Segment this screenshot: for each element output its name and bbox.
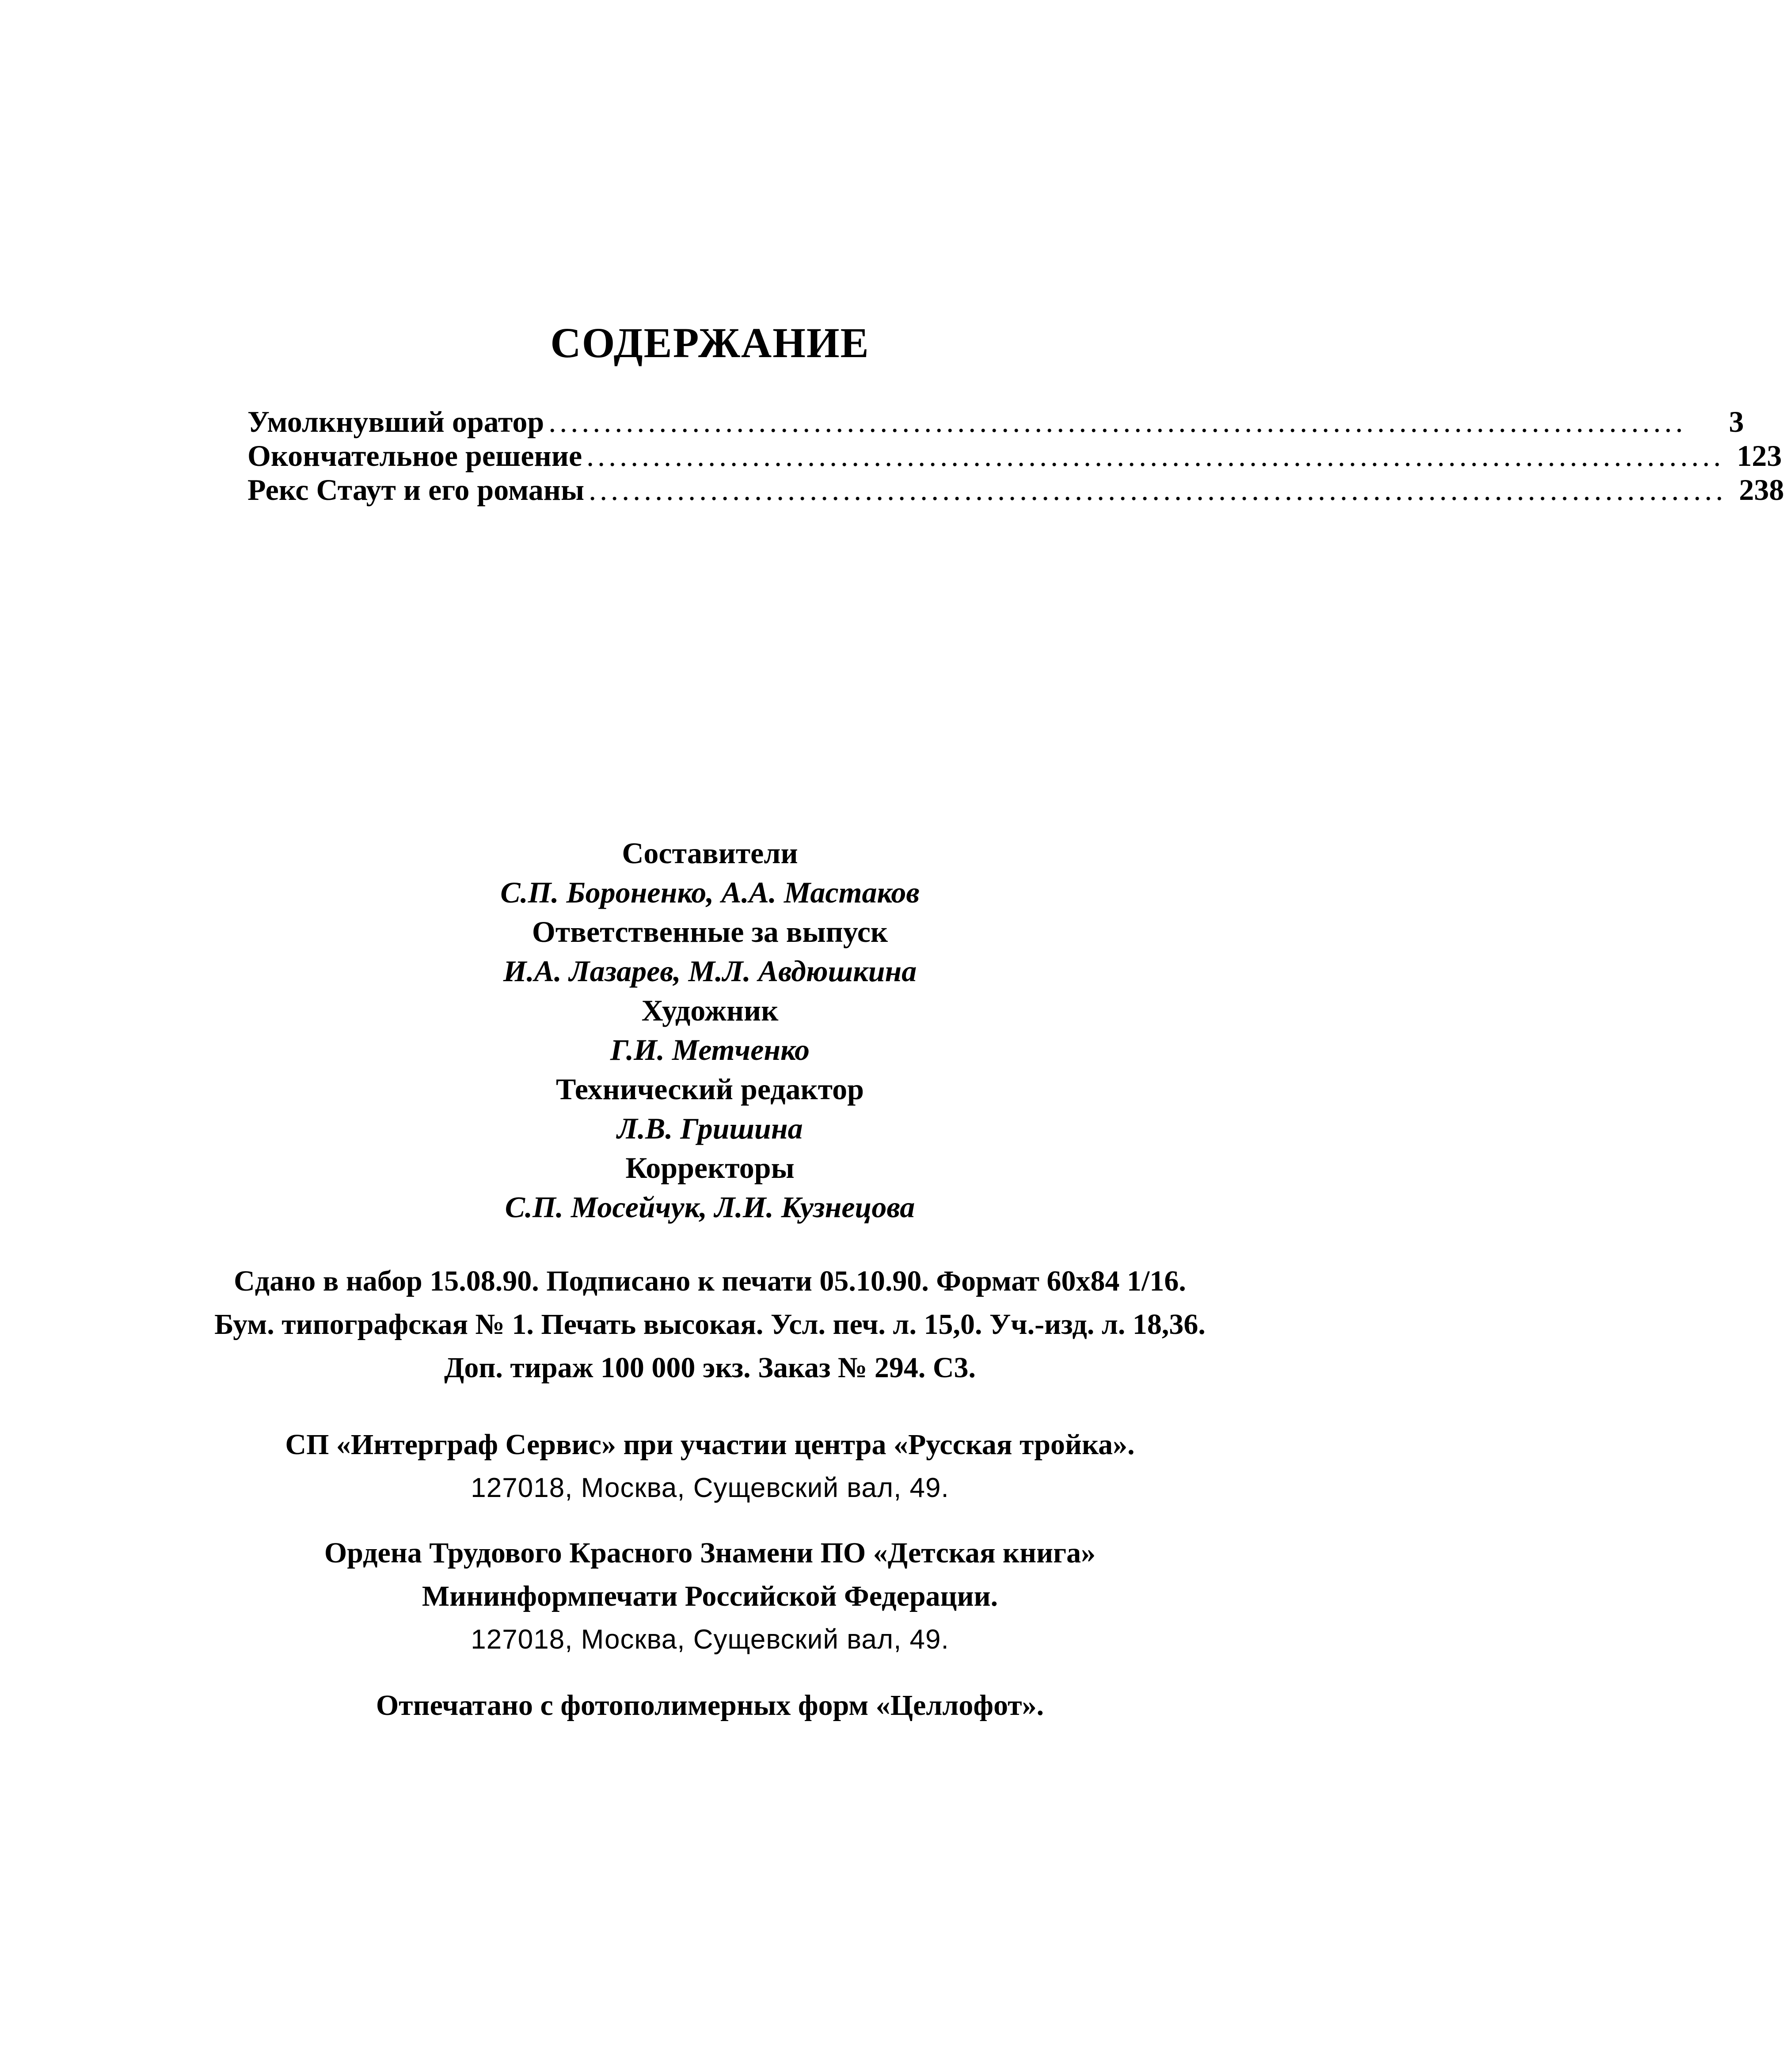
print-details-line: Бум. типографская № 1. Печать высокая. Усл. печ. л. 15,0. Уч.-изд. л. 18,36. [214, 1308, 1206, 1341]
proofreaders-role: Корректоры [625, 1151, 795, 1185]
publisher-info [0, 1423, 1420, 1510]
contents-title: СОДЕРЖАНИЕ [550, 319, 870, 366]
leader-dots: ....................................................................................................... [548, 405, 1687, 438]
print-details [0, 1260, 1420, 1390]
print-details-line: Сдано в набор 15.08.90. Подписано к печати 05.10.90. Формат 60х84 1/16. [234, 1265, 1186, 1297]
artist-name: Г.И. Метченко [610, 1033, 810, 1066]
artist-role: Художник [641, 994, 779, 1027]
tech-editor-role: Технический редактор [555, 1072, 864, 1106]
responsible-names: И.А. Лазарев, М.Л. Авдюшкина [503, 954, 917, 988]
responsible-role: Ответственные за выпуск [532, 915, 888, 948]
printer-address: 127018, Москва, Сущевский вал, 49. [471, 1624, 949, 1655]
contents-entry-title: Умолкнувший оратор [247, 405, 544, 438]
contents-entry-page: 123 [1737, 439, 1782, 472]
leader-dots: ....................................................................................................... [586, 439, 1725, 472]
contents-entry [247, 472, 1784, 507]
contents-entry [247, 438, 1782, 472]
plates-line: Отпечатано с фотополимерных форм «Целлофот». [376, 1689, 1044, 1722]
contents-entry-title: Рекс Стаут и его романы [247, 473, 585, 507]
publisher-address: 127018, Москва, Сущевский вал, 49. [471, 1473, 949, 1503]
print-details-line: Доп. тираж 100 000 экз. Заказ № 294. С3. [444, 1352, 976, 1384]
compilers-role: Составители [622, 836, 798, 870]
contents-entry-title: Окончательное решение [247, 439, 582, 472]
contents-entry-page: 3 [1729, 405, 1744, 438]
contents-entry-page: 238 [1739, 473, 1784, 507]
tech-editor-name: Л.В. Гришина [617, 1112, 803, 1145]
contents-entry [247, 404, 1744, 438]
publisher-name: СП «Интерграф Сервис» при участии центра «Русская тройка». [285, 1428, 1135, 1461]
compilers-names: С.П. Бороненко, А.А. Мастаков [500, 876, 920, 909]
plates-info [0, 1684, 1420, 1727]
printer-name: Ордена Трудового Красного Знамени ПО «Детская книга» [324, 1537, 1096, 1569]
contents-list [247, 404, 1784, 507]
printer-info [0, 1531, 1420, 1661]
proofreaders-names: С.П. Мосейчук, Л.И. Кузнецова [505, 1190, 915, 1224]
credits-block [0, 833, 1420, 1226]
printer-ministry: Мининформпечати Российской Федерации. [422, 1580, 998, 1612]
leader-dots: ....................................................................................................... [589, 473, 1727, 507]
